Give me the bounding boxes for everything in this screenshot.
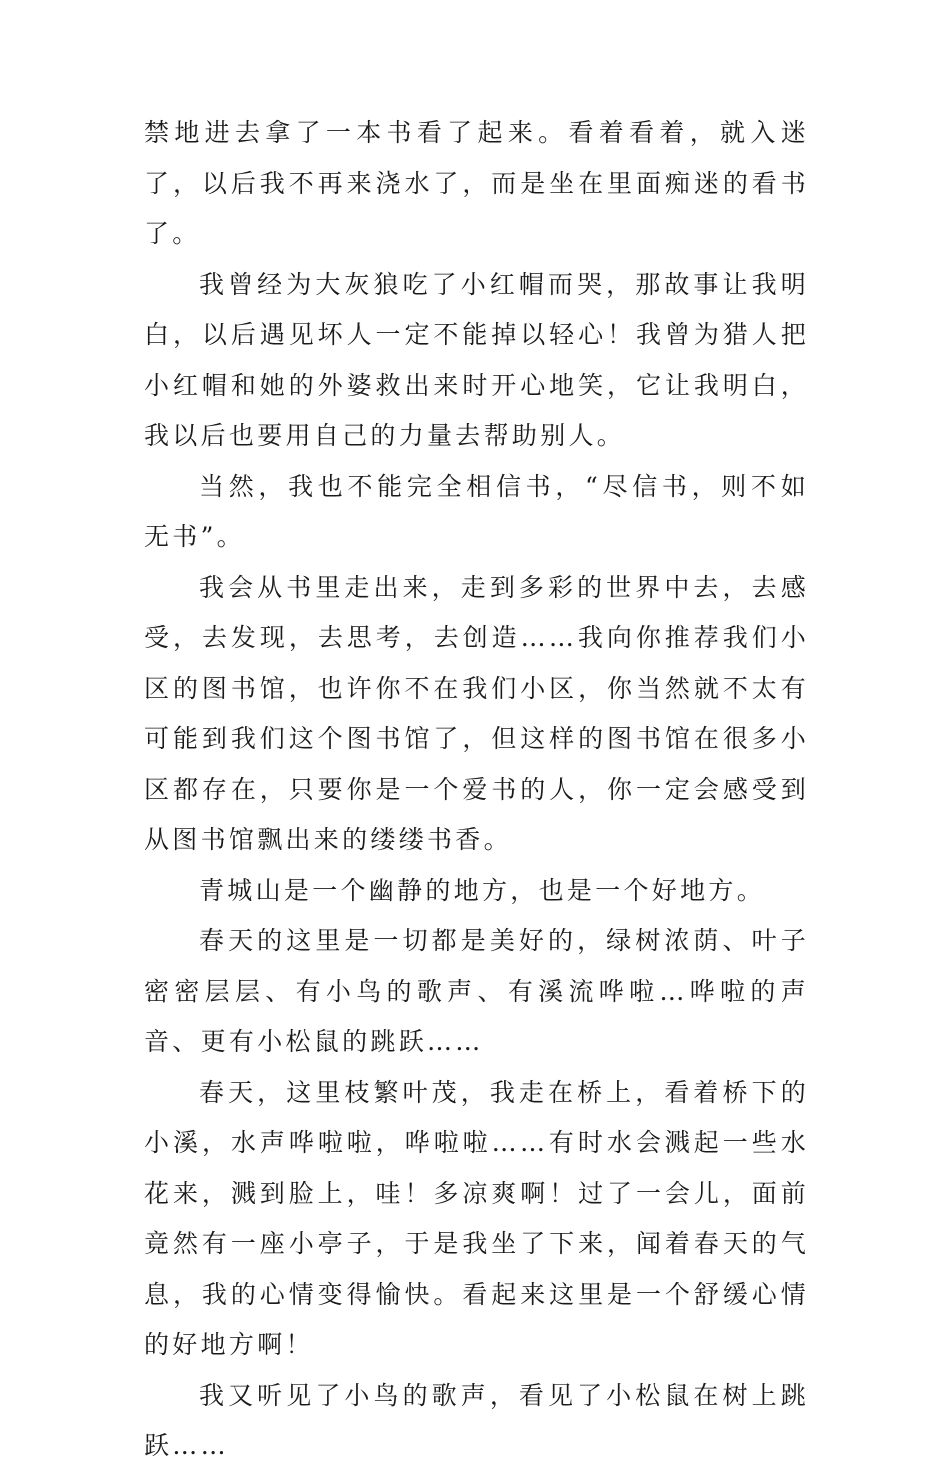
paragraph-1: 禁地进去拿了一本书看了起来。看着看着，就入迷了，以后我不再来浇水了，而是坐在里面痴迷的看书了。 <box>144 118 809 248</box>
paragraph-4: 我会从书里走出来，走到多彩的世界中去，去感受，去发现，去思考，去创造……我向你推荐我们小区的图书馆，也许你不在我们小区，你当然就不太有可能到我们这个图书馆了，但这样的图书馆在很多小区都存在，只要你是一个爱书的人，你一定会感受到从图书馆飘出来的缕缕书香。 <box>144 572 809 854</box>
paragraph-3: 当然，我也不能完全相信书，“尽信书，则不如无书”。 <box>144 471 809 551</box>
paragraph-5: 青城山是一个幽静的地方，也是一个好地方。 <box>199 875 766 905</box>
paragraph-7: 春天，这里枝繁叶茂，我走在桥上，看着桥下的小溪，水声哗啦啦，哗啦啦……有时水会溅起一些水花来，溅到脸上，哇！多凉爽啊！过了一会儿，面前竟然有一座小亭子，于是我坐了下来，闻着春天的气息，我的心情变得愉快。看起来这里是一个舒缓心情的好地方啊！ <box>144 1077 809 1359</box>
paragraph-2: 我曾经为大灰狼吃了小红帽而哭，那故事让我明白，以后遇见坏人一定不能掉以轻心！我曾为猎人把小红帽和她的外婆救出来时开心地笑，它让我明白，我以后也要用自己的力量去帮助别人。 <box>144 269 809 450</box>
paragraph-6: 春天的这里是一切都是美好的，绿树浓荫、叶子密密层层、有小鸟的歌声、有溪流哗啦…哗啦的声音、更有小松鼠的跳跃…… <box>144 926 809 1056</box>
document-body <box>144 108 809 1472</box>
paragraph-8: 我又听见了小鸟的歌声，看见了小松鼠在树上跳跃…… <box>144 1380 809 1460</box>
